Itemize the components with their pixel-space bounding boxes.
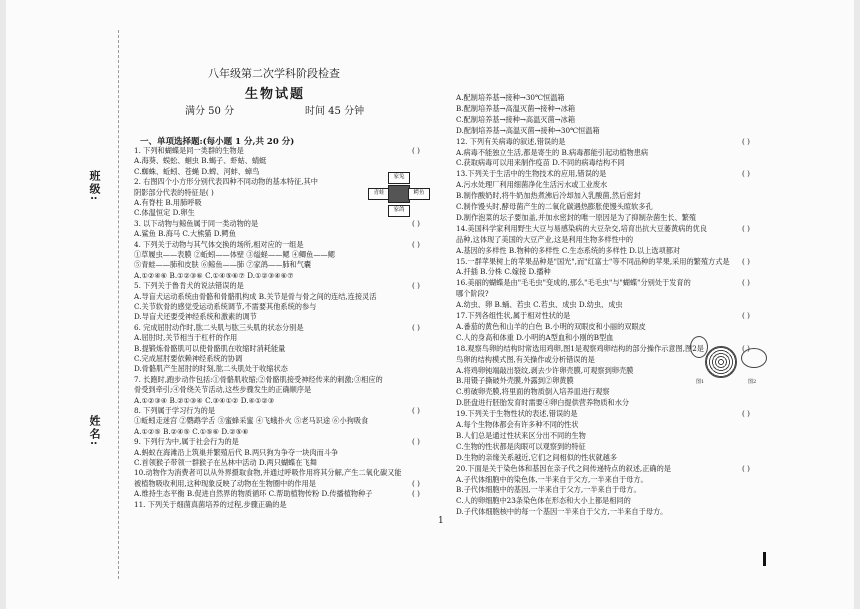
answer-paren: ( ) — [412, 437, 420, 447]
right-line: B.用镊子撕破外壳膜,外露到②卵黄膜 — [456, 376, 574, 386]
right-line: 17.下列各组性状,属于相对性状的是 — [456, 311, 571, 320]
left-line: A.蚂蚁在海滩沿上筑巢并繁殖后代 B.两只狗为争夺一块肉而斗争 — [134, 447, 339, 457]
left-line: C.首领猴子带领一群猴子在丛林中活动 D.两只蝴蝶在飞舞 — [134, 458, 317, 467]
diagram-left: 青蛙 — [368, 188, 390, 200]
answer-paren: ( ) — [742, 278, 750, 288]
egg-fig1-shape — [690, 336, 708, 358]
scan-mark — [763, 552, 766, 566]
left-line: 10.动物作为消费者可以从外界摄取食物,并通过呼吸作用将其分解,产生二氧化碳又能 — [134, 468, 402, 478]
answer-paren: ( ) — [742, 311, 750, 320]
answer-paren: ( ) — [412, 146, 420, 155]
diagram-right: 鳄鱼 — [408, 188, 430, 200]
left-line: A.海葵、蜈蚣、蛔虫 B.蝎子、虾蛄、蜻蜓 — [134, 156, 267, 166]
answer-paren: ( ) — [412, 281, 420, 291]
exam-time: 时间 45 分钟 — [305, 106, 365, 117]
left-line: C.关节软骨的感觉受运动系统调节,不需要其他系统的参与 — [134, 302, 317, 311]
right-line: A.病毒不能独立生活,都是寄生的 B.病毒都能引起动植物患病 — [456, 147, 649, 157]
name-label: 姓名: — [88, 415, 101, 448]
right-line: D.子代体细胞核中的每一个基因一半来自于父方,一半来自于母方。 — [456, 507, 668, 517]
left-line: 5. 下列关于鲁肯犬的说法错误的是 — [134, 281, 244, 291]
left-line: C.体温恒定 D.卵生 — [134, 208, 195, 218]
right-line: 13.下列关于生活中的生物技术的应用,错误的是 — [456, 169, 607, 179]
right-line: D.胚盘进行胚胎发育时需要④卵白提供营养物质和水分 — [456, 398, 630, 408]
answer-paren: ( ) — [412, 322, 420, 332]
right-line: 19.下列关于生物性状的表述,错误的是 — [456, 409, 578, 419]
right-line: D.生物的亲缘关系越近,它们之间相似的性状就越多 — [456, 452, 618, 462]
right-line: 12. 下列有关病毒的叙述,错误的是 — [456, 136, 566, 146]
left-line: A.屈肘时,关节相当于杠杆的作用 — [134, 333, 238, 343]
right-line: C.人的卵细胞中23条染色体在形态和大小上都是相同的 — [456, 496, 631, 506]
right-line: 品种,这体现了美国的大豆产业,这是利用生物多样性中的 — [456, 234, 634, 244]
right-line: A.基因的多样性 B.物种的多样性 C.生态系统的多样性 D.以上选项都对 — [456, 245, 681, 255]
left-line: 1. 下列和蝴蝶是同一类群的生物是 — [134, 146, 244, 155]
answer-paren: ( ) — [412, 478, 420, 488]
section-title: 一、单项选择题:(每小题 1 分,共 20 分) — [140, 137, 295, 147]
right-line: D.配制培养基→高温灭菌→接种→30℃恒温箱 — [456, 125, 600, 135]
left-line: 阴影部分代表的特征是( ) — [134, 187, 214, 197]
left-line: 7. 长跑时,跑步动作包括:①骨骼肌收缩;②骨骼肌接受神经传来的刺激;③相应的 — [134, 374, 383, 384]
right-line: D.制作泡菜的坛子要加盖,并加水密封的唯一原因是为了抑制杂菌生长、繁殖 — [456, 212, 697, 222]
left-line: 6. 完成屈肘动作时,肱二头肌与肱三头肌的状态分别是 — [134, 322, 304, 332]
right-line: A.将鸡卵钝端敲出裂纹,剥去少许卵壳膜,可观察到卵壳膜 — [456, 365, 634, 375]
diagram-top: 家兔 — [388, 172, 410, 184]
answer-paren: ( ) — [412, 406, 420, 415]
right-line: B.配制培养基→高温灭菌→接种→冰箱 — [456, 103, 576, 113]
right-line: 14.美国科学家利用野生大豆与易感染病的大豆杂交,培育出抗大豆萎黄病的优良 — [456, 223, 707, 233]
answer-paren: ( ) — [742, 223, 750, 233]
right-line: A.番茄的黄色和山羊的白色 B.小明的双眼皮和小丽的双眼皮 — [456, 321, 646, 331]
right-line: 鸟卵的结构模式图,有关操作或分析错误的是 — [456, 354, 595, 364]
right-line: 20.下面是关于染色体和基因在亲子代之间传递特点的叙述,正确的是 — [456, 463, 671, 473]
left-line: A.维持生态平衡 B.促进自然界的物质循环 C.帮助植物传粉 D.传播植物种子 — [134, 489, 373, 499]
left-line: ⑤青蛙——肺和皮肤 ⑥鲸鱼——肺 ⑦家鸽——肺和气囊 — [134, 260, 312, 270]
left-line: 9. 下列行为中,属于社会行为的是 — [134, 437, 239, 447]
left-line: 8. 下列属于学习行为的是 — [134, 406, 216, 415]
left-line: A.①②⑤ B.②④⑤ C.①⑤⑥ D.②⑤⑥ — [134, 426, 249, 436]
left-line: D.骨骼肌产生屈肘的时刻,肱二头肌处于收缩状态 — [134, 364, 288, 374]
left-line: A.有脊柱 B.用肺呼吸 — [134, 198, 202, 207]
left-line: ①草履虫——表膜 ②蚯蚓——体壁 ③缢蛏——鳃 ④鲫鱼——鳃 — [134, 250, 335, 259]
answer-paren: ( ) — [742, 136, 750, 146]
diagram-bottom: 家鸽 — [388, 205, 410, 217]
left-line: C.蜘蛛、蚯蚓、苍蝇 D.蜱、河蚌、蟑鸟 — [134, 166, 260, 176]
egg-fig2-shape — [705, 346, 737, 378]
answer-paren: ( ) — [742, 463, 750, 473]
right-line: C.制作馒头时,酵母菌产生的二氧化碳遇热膨胀使馒头暄软多孔 — [456, 202, 653, 211]
right-line: A.污水处理厂利用细菌净化生活污水或工业废水 — [456, 180, 608, 190]
answer-paren: ( ) — [412, 489, 420, 499]
left-line: 骨受到牵引;④骨绕关节活动,这些步骤发生的正确顺序是 — [134, 385, 312, 395]
page-number: 1 — [438, 516, 444, 526]
left-line: D.导盲犬还要受神经系统和激素的调节 — [134, 312, 257, 322]
right-line: C.生物的性状都是肉眼可以观察到的特征 — [456, 441, 586, 451]
right-line: B.人们总是通过性状来区分出不同的生物 — [456, 430, 586, 440]
egg-structure-shape — [741, 348, 767, 368]
right-line: B.子代体细胞中的基因,一半来自于父方,一半来自于母方。 — [456, 485, 641, 495]
answer-paren: ( ) — [742, 169, 750, 179]
animal-feature-diagram — [368, 172, 430, 220]
left-line: A.鲨鱼 B.海马 C.大熊猫 D.鳄鱼 — [134, 229, 236, 239]
class-label: 班级: — [88, 170, 101, 203]
right-line: 15.一群苹果树上的苹果品种是"国光",而"红富士"等不同品种的苹果,采用的繁殖方式是 — [456, 256, 730, 266]
scan-edge-left — [0, 0, 6, 609]
scan-edge-right — [854, 0, 860, 609]
answer-paren: ( ) — [742, 256, 750, 266]
right-line: A.幼虫、卵 B.蛹、若虫 C.若虫、成虫 D.幼虫、成虫 — [456, 300, 623, 310]
school-line: 八年级第二次学科阶段检查 — [208, 67, 340, 80]
right-line: C.配制培养基→接种→高温灭菌→冰箱 — [456, 114, 576, 124]
answer-paren: ( ) — [742, 409, 750, 419]
fig1-label: 图1 — [696, 379, 705, 385]
binding-line — [118, 30, 119, 579]
right-line: C.人的身高和体重 D.小明的A型血和小刚的B型血 — [456, 332, 614, 342]
right-line: 18.观察鸟卵的结构时常选用鸡卵,图1是观察鸡卵结构的部分操作示意图,图2是 — [456, 343, 704, 353]
answer-paren: ( ) — [742, 343, 750, 353]
diagram-shaded-center — [388, 185, 410, 203]
right-line: A.子代体细胞中的染色体,一半来自于父方,一半来自于母方。 — [456, 474, 648, 484]
answer-paren: ( ) — [412, 218, 420, 228]
left-line: 被植物吸收利用,这种现象反映了动物在生物圈中的作用是 — [134, 478, 316, 488]
left-line: A.①②④⑥ B.①②③⑥ C.①④⑤⑥⑦ D.①②③④⑥⑦ — [134, 270, 294, 280]
right-line: C.获取病毒可以用来制作疫苗 D.不同的病毒结构不同 — [456, 158, 625, 168]
left-line: 3. 以下动物与鲸鱼属于同一类动物的是 — [134, 218, 259, 228]
fig2-label: 图2 — [748, 379, 757, 385]
right-line: B.制作酸奶时,将牛奶加热煮沸后冷却加入乳酸菌,然后密封 — [456, 191, 641, 201]
left-line: B.提锻炼骨骼肌可以使骨骼肌在收缩时消耗能量 — [134, 343, 286, 353]
right-line: A.配制培养基→接种→30℃恒温箱 — [456, 93, 565, 102]
exam-title: 生物试题 — [245, 87, 306, 102]
right-line: 16.美丽的蝴蝶是由"毛毛虫"变成的,那么"毛毛虫"与"蝴蝶"分别处于发育的 — [456, 278, 691, 288]
left-line: A.导盲犬运动系统由骨骼和骨骼肌构成 B.关节是骨与骨之间的连结,连接灵活 — [134, 291, 377, 301]
left-line: 11. 下列关于细菌真菌培养的过程,步骤正确的是 — [134, 499, 287, 509]
right-line: C.剪破卵壳膜,将里面的物质倒入培养皿进行观察 — [456, 387, 610, 397]
full-score: 满分 50 分 — [185, 106, 235, 117]
left-line: 4. 下列关于动物与其气体交换的场所,相对应的一组是 — [134, 239, 304, 249]
answer-paren: ( ) — [412, 239, 420, 249]
left-line: ①蚯蚓走迷宫 ②鹦鹉学舌 ③蜜蜂采蜜 ④飞蛾扑火 ⑤老马识途 ⑥小狗吸食 — [134, 416, 369, 426]
left-line: 2. 右图四个小方形分别代表四种不同动物的基本特征,其中 — [134, 177, 318, 187]
left-line: A.①②③④ B.②①③④ C.③④①② D.④①②③ — [134, 395, 275, 405]
right-line: A.扦插 B.分株 C.嫁接 D.播种 — [456, 267, 551, 277]
right-line: A.每个生物体都会有许多种不同的性状 — [456, 420, 579, 429]
right-line: 哪个阶段? — [456, 289, 489, 299]
left-line: C.完成屈肘要依赖神经系统的协调 — [134, 354, 243, 363]
